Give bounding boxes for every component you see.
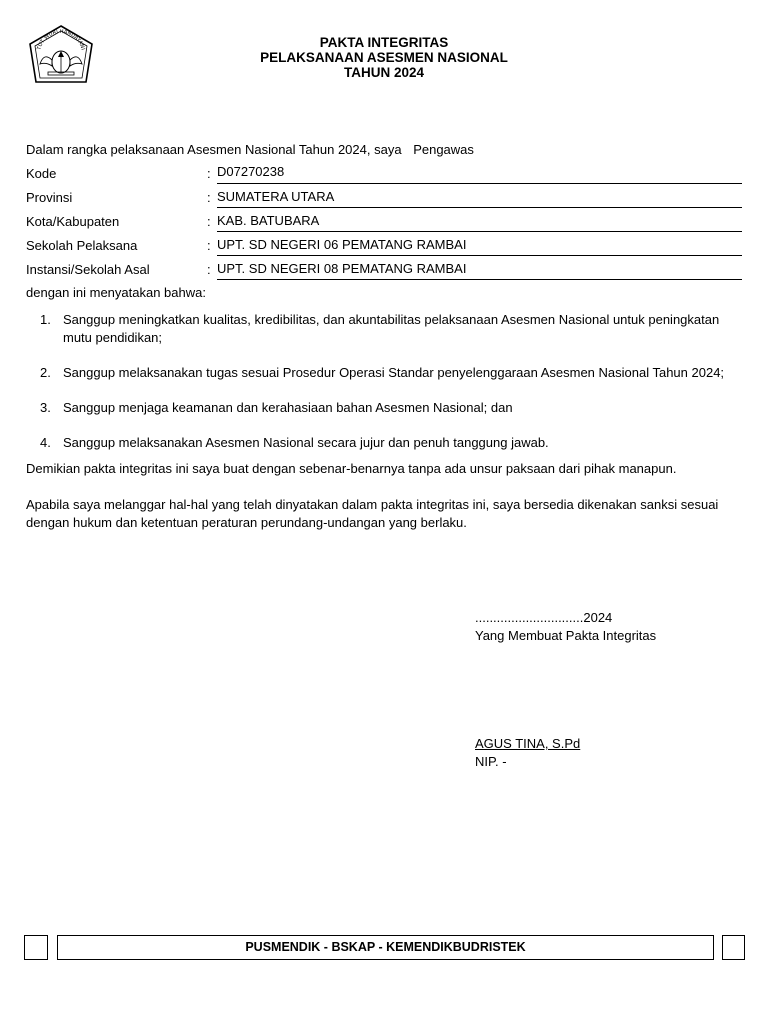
statement-number: 3. xyxy=(40,400,51,415)
field-value-kota: KAB. BATUBARA xyxy=(217,213,320,228)
footer-text: PUSMENDIK - BSKAP - KEMENDIKBUDRISTEK xyxy=(245,940,526,954)
statement-item: Sanggup melaksanakan Asesmen Nasional secara jujur dan penuh tanggung jawab. xyxy=(63,435,549,450)
field-label-sekolah-pelaksana: Sekolah Pelaksana xyxy=(26,238,138,253)
field-colon: : xyxy=(207,166,211,181)
field-underline xyxy=(217,279,742,280)
footer-right-box xyxy=(722,935,745,960)
field-value-kode: D07270238 xyxy=(217,164,285,179)
field-underline xyxy=(217,207,742,208)
field-label-kode: Kode xyxy=(26,166,57,181)
field-colon: : xyxy=(207,190,211,205)
field-value-sekolah-pelaksana: UPT. SD NEGERI 06 PEMATANG RAMBAI xyxy=(217,237,467,252)
intro-line xyxy=(26,142,474,158)
field-value-instansi: UPT. SD NEGERI 08 PEMATANG RAMBAI xyxy=(217,261,467,276)
statement-item: Sanggup meningkatkan kualitas, kredibilitas, dan akuntabilitas pelaksanaan Asesmen Nasional untuk peningkatan mutu pendidikan; xyxy=(63,312,720,345)
field-label-kota: Kota/Kabupaten xyxy=(26,214,120,229)
field-colon: : xyxy=(207,238,211,253)
logo-motto: TUT WURI HANDAYANI xyxy=(36,28,86,51)
field-label-instansi: Instansi/Sekolah Asal xyxy=(26,262,150,277)
signature-caption: Yang Membuat Pakta Integritas xyxy=(475,628,657,643)
field-value-provinsi: SUMATERA UTARA xyxy=(217,189,335,204)
field-colon: : xyxy=(207,262,211,277)
signer-nip: NIP. - xyxy=(475,754,507,769)
field-label-provinsi: Provinsi xyxy=(26,190,73,205)
footer-left-box xyxy=(24,935,48,960)
field-colon: : xyxy=(207,214,211,229)
statement-number: 1. xyxy=(40,312,51,327)
intro-role: Pengawas xyxy=(413,142,474,157)
document-year: TAHUN 2024 xyxy=(343,65,425,80)
footer-banner xyxy=(57,935,714,960)
field-underline xyxy=(217,183,742,184)
statement-intro: dengan ini menyatakan bahwa: xyxy=(26,285,206,300)
document-title: PAKTA INTEGRITAS xyxy=(319,35,449,50)
statement-item: Sanggup melaksanakan tugas sesuai Prosedur Operasi Standar penyelenggaraan Asesmen Nasional Tahun 2024; xyxy=(63,365,725,380)
intro-text: Dalam rangka pelaksanaan Asesmen Nasional Tahun 2024, saya xyxy=(26,142,402,157)
field-underline xyxy=(217,231,742,232)
statement-item: Sanggup menjaga keamanan dan kerahasiaan bahan Asesmen Nasional; dan xyxy=(63,400,513,415)
signature-date: ..............................2024 xyxy=(475,610,613,625)
field-underline xyxy=(217,255,742,256)
statement-number: 2. xyxy=(40,365,51,380)
closing-paragraph: Demikian pakta integritas ini saya buat dengan sebenar-benarnya tanpa ada unsur paksaan dari pihak manapun. xyxy=(26,461,677,476)
sanction-paragraph: Apabila saya melanggar hal-hal yang telah dinyatakan dalam pakta integritas ini, saya bersedia dikenakan sanksi sesuai dengan hukum dan ketentuan peraturan perundang-undangan yang berlaku. xyxy=(26,497,719,530)
statement-number: 4. xyxy=(40,435,51,450)
signer-name: AGUS TINA, S.Pd xyxy=(475,736,581,751)
document-subtitle: PELAKSANAAN ASESMEN NASIONAL xyxy=(260,50,508,65)
